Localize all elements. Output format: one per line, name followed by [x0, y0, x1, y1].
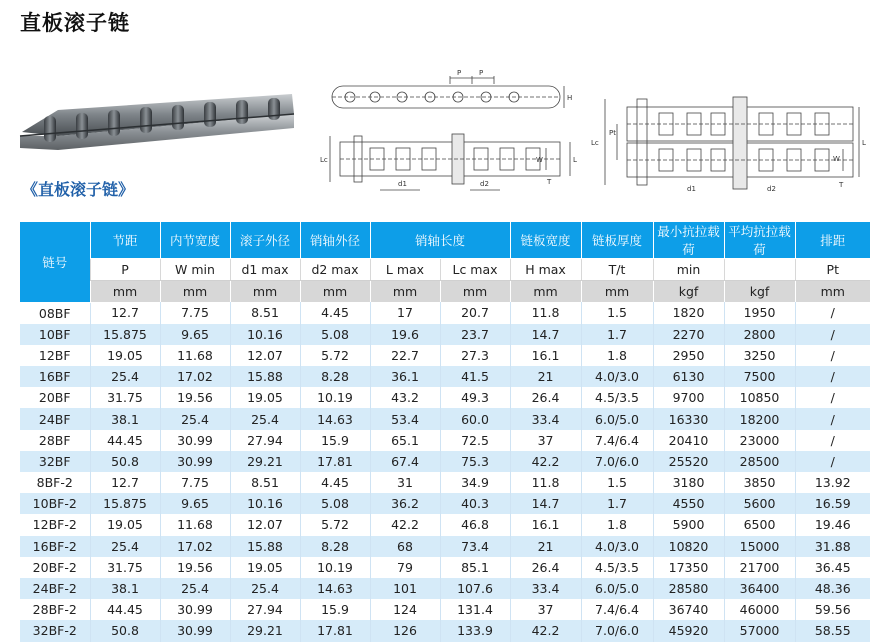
table-cell: 1.7 — [581, 324, 653, 345]
group-header: 销轴长度 — [370, 222, 510, 259]
table-cell: 29.21 — [230, 620, 300, 641]
symbol-cell: H max — [510, 259, 581, 281]
table-cell: / — [795, 345, 870, 366]
table-cell: 36400 — [724, 578, 795, 599]
table-cell: 30.99 — [160, 430, 230, 451]
table-cell: 12.7 — [90, 472, 160, 493]
table-cell: 1.8 — [581, 514, 653, 535]
table-cell: 28580 — [653, 578, 724, 599]
group-header: 链板宽度 — [510, 222, 581, 259]
table-cell: / — [795, 302, 870, 324]
table-row — [20, 408, 870, 429]
table-cell: 41.5 — [440, 366, 510, 387]
table-cell: 19.56 — [160, 387, 230, 408]
simplex-chain-drawing — [320, 70, 582, 198]
table-cell: 28500 — [724, 451, 795, 472]
table-cell: 16.59 — [795, 493, 870, 514]
table-cell: 6.0/5.0 — [581, 408, 653, 429]
table-cell: 12.7 — [90, 302, 160, 324]
table-cell: 43.2 — [370, 387, 440, 408]
table-cell: 79 — [370, 557, 440, 578]
table-cell: 11.8 — [510, 302, 581, 324]
table-cell: 18200 — [724, 408, 795, 429]
table-cell: 9.65 — [160, 324, 230, 345]
group-header: 销轴外径 — [300, 222, 370, 259]
table-cell: 10.19 — [300, 557, 370, 578]
table-cell: 9700 — [653, 387, 724, 408]
table-row — [20, 451, 870, 472]
table-cell: 15.88 — [230, 536, 300, 557]
table-cell: 11.68 — [160, 345, 230, 366]
symbol-cell: L max — [370, 259, 440, 281]
table-cell: 31.75 — [90, 387, 160, 408]
table-cell: 4550 — [653, 493, 724, 514]
table-cell: 5.08 — [300, 324, 370, 345]
chain-no-cell: 10BF-2 — [20, 493, 90, 514]
unit-cell: mm — [795, 281, 870, 303]
table-cell: 37 — [510, 430, 581, 451]
table-cell: / — [795, 451, 870, 472]
group-header: 平均抗拉载荷 — [724, 222, 795, 259]
table-cell: 1.5 — [581, 302, 653, 324]
table-cell: 15.9 — [300, 599, 370, 620]
table-cell: 31 — [370, 472, 440, 493]
symbol-cell: d2 max — [300, 259, 370, 281]
table-cell: 10.16 — [230, 324, 300, 345]
table-cell: 10.16 — [230, 493, 300, 514]
unit-cell: mm — [581, 281, 653, 303]
unit-cell: mm — [370, 281, 440, 303]
table-row — [20, 493, 870, 514]
table-cell: 7.75 — [160, 472, 230, 493]
table-cell: 2270 — [653, 324, 724, 345]
page-title: 直板滚子链 — [20, 11, 130, 35]
table-cell: 3850 — [724, 472, 795, 493]
table-cell: 133.9 — [440, 620, 510, 641]
table-cell: 4.0/3.0 — [581, 536, 653, 557]
table-cell: 1820 — [653, 302, 724, 324]
table-cell: 29.21 — [230, 451, 300, 472]
table-cell: 21 — [510, 536, 581, 557]
table-cell: 10820 — [653, 536, 724, 557]
table-cell: 37 — [510, 599, 581, 620]
table-cell: 8.28 — [300, 366, 370, 387]
table-cell: 12.07 — [230, 514, 300, 535]
table-cell: 85.1 — [440, 557, 510, 578]
chain-no-cell: 8BF-2 — [20, 472, 90, 493]
table-cell: 30.99 — [160, 451, 230, 472]
table-cell: 1950 — [724, 302, 795, 324]
table-cell: 25.4 — [160, 578, 230, 599]
table-cell: 126 — [370, 620, 440, 641]
table-cell: 8.51 — [230, 302, 300, 324]
table-cell: 59.56 — [795, 599, 870, 620]
table-cell: 4.0/3.0 — [581, 366, 653, 387]
table-cell: / — [795, 387, 870, 408]
table-cell: 5600 — [724, 493, 795, 514]
table-cell: 19.05 — [90, 345, 160, 366]
table-cell: 26.4 — [510, 557, 581, 578]
table-cell: 36.2 — [370, 493, 440, 514]
table-cell: 5.72 — [300, 345, 370, 366]
chain-no-cell: 20BF — [20, 387, 90, 408]
table-cell: 25.4 — [230, 408, 300, 429]
group-header: 滚子外径 — [230, 222, 300, 259]
chain-no-cell: 32BF — [20, 451, 90, 472]
table-cell: 4.5/3.5 — [581, 557, 653, 578]
table-cell: 124 — [370, 599, 440, 620]
chain-no-cell: 20BF-2 — [20, 557, 90, 578]
table-cell: 16330 — [653, 408, 724, 429]
group-header: 内节宽度 — [160, 222, 230, 259]
chain-no-header: 链号 — [20, 222, 90, 302]
chain-no-cell: 28BF-2 — [20, 599, 90, 620]
table-cell: 1.8 — [581, 345, 653, 366]
table-cell: 3250 — [724, 345, 795, 366]
table-cell: 27.94 — [230, 430, 300, 451]
table-cell: 14.63 — [300, 408, 370, 429]
table-cell: 17.81 — [300, 620, 370, 641]
table-cell: 19.56 — [160, 557, 230, 578]
table-cell: 7.0/6.0 — [581, 451, 653, 472]
table-cell: 73.4 — [440, 536, 510, 557]
table-cell: 34.9 — [440, 472, 510, 493]
table-cell: 11.68 — [160, 514, 230, 535]
unit-cell: mm — [230, 281, 300, 303]
height-label: H — [567, 94, 573, 102]
unit-cell: mm — [90, 281, 160, 303]
table-cell: 19.05 — [230, 387, 300, 408]
table-cell: 36.1 — [370, 366, 440, 387]
pt-label: Pt — [609, 129, 616, 137]
table-cell: 15.875 — [90, 324, 160, 345]
table-row — [20, 536, 870, 557]
table-cell: 15.875 — [90, 493, 160, 514]
w-label: W — [536, 156, 543, 164]
table-cell: 58.55 — [795, 620, 870, 641]
d2-label-duplex: d2 — [767, 185, 776, 193]
table-row — [20, 366, 870, 387]
table-cell: 2950 — [653, 345, 724, 366]
table-row — [20, 620, 870, 641]
table-cell: 14.7 — [510, 324, 581, 345]
table-cell: 21 — [510, 366, 581, 387]
table-cell: 10.19 — [300, 387, 370, 408]
chain-no-cell: 24BF-2 — [20, 578, 90, 599]
table-cell: 75.3 — [440, 451, 510, 472]
spec-table — [20, 222, 870, 642]
table-row — [20, 387, 870, 408]
t-label-duplex: T — [839, 181, 844, 189]
table-cell: 42.2 — [510, 620, 581, 641]
table-cell: 19.6 — [370, 324, 440, 345]
symbol-row — [20, 259, 870, 281]
table-cell: 65.1 — [370, 430, 440, 451]
table-cell: 14.7 — [510, 493, 581, 514]
chain-no-cell: 16BF-2 — [20, 536, 90, 557]
w-label-duplex: W — [833, 155, 840, 163]
table-cell: 40.3 — [440, 493, 510, 514]
table-row — [20, 514, 870, 535]
table-cell: 27.94 — [230, 599, 300, 620]
table-cell: 25.4 — [90, 536, 160, 557]
table-cell: 6130 — [653, 366, 724, 387]
table-cell: 19.05 — [90, 514, 160, 535]
table-cell: 19.05 — [230, 557, 300, 578]
table-cell: 23.7 — [440, 324, 510, 345]
table-cell: 7.4/6.4 — [581, 599, 653, 620]
pitch-label-2: P — [479, 70, 484, 77]
table-cell: 1.5 — [581, 472, 653, 493]
table-row — [20, 324, 870, 345]
table-cell: 25.4 — [230, 578, 300, 599]
table-cell: / — [795, 366, 870, 387]
table-cell: 36.45 — [795, 557, 870, 578]
table-cell: 7500 — [724, 366, 795, 387]
symbol-cell: P — [90, 259, 160, 281]
table-cell: 20.7 — [440, 302, 510, 324]
table-cell: 9.65 — [160, 493, 230, 514]
chain-no-cell: 08BF — [20, 302, 90, 324]
lc-label: Lc — [320, 156, 328, 164]
d1-label-duplex: d1 — [687, 185, 696, 193]
table-cell: 46.8 — [440, 514, 510, 535]
table-cell: 20410 — [653, 430, 724, 451]
table-row — [20, 302, 870, 324]
chain-photo — [18, 92, 296, 154]
group-header: 链板厚度 — [581, 222, 653, 259]
table-cell: 17.02 — [160, 366, 230, 387]
table-cell: 5900 — [653, 514, 724, 535]
symbol-cell — [724, 259, 795, 281]
table-row — [20, 345, 870, 366]
table-cell: 15000 — [724, 536, 795, 557]
table-cell: 17 — [370, 302, 440, 324]
duplex-chain-drawing — [587, 95, 870, 198]
table-cell: 53.4 — [370, 408, 440, 429]
table-cell: 8.28 — [300, 536, 370, 557]
table-cell: 17.81 — [300, 451, 370, 472]
table-cell: 4.45 — [300, 302, 370, 324]
table-cell: 33.4 — [510, 408, 581, 429]
table-cell: 45920 — [653, 620, 724, 641]
table-cell: 30.99 — [160, 599, 230, 620]
unit-cell: kgf — [653, 281, 724, 303]
pitch-label-1: P — [457, 70, 462, 77]
unit-cell: mm — [300, 281, 370, 303]
table-cell: 31.88 — [795, 536, 870, 557]
table-cell: 7.75 — [160, 302, 230, 324]
symbol-cell: W min — [160, 259, 230, 281]
l-label-duplex: L — [862, 139, 866, 147]
group-header: 最小抗拉载荷 — [653, 222, 724, 259]
spec-table-body — [20, 302, 870, 642]
group-header: 排距 — [795, 222, 870, 259]
table-cell: 1.7 — [581, 493, 653, 514]
table-cell: 15.9 — [300, 430, 370, 451]
table-cell: 60.0 — [440, 408, 510, 429]
symbol-cell: min — [653, 259, 724, 281]
table-cell: 6500 — [724, 514, 795, 535]
table-cell: 7.4/6.4 — [581, 430, 653, 451]
table-cell: 13.92 — [795, 472, 870, 493]
group-header: 节距 — [90, 222, 160, 259]
table-row — [20, 578, 870, 599]
table-cell: 68 — [370, 536, 440, 557]
chain-no-cell: 10BF — [20, 324, 90, 345]
table-cell: 6.0/5.0 — [581, 578, 653, 599]
lc-label-duplex: Lc — [591, 139, 599, 147]
table-cell: 44.45 — [90, 599, 160, 620]
table-cell: 3180 — [653, 472, 724, 493]
table-cell: 131.4 — [440, 599, 510, 620]
symbol-cell: Pt — [795, 259, 870, 281]
symbol-cell: d1 max — [230, 259, 300, 281]
table-cell: 42.2 — [510, 451, 581, 472]
table-cell: 48.36 — [795, 578, 870, 599]
table-cell: 26.4 — [510, 387, 581, 408]
table-cell: 17350 — [653, 557, 724, 578]
table-cell: 4.45 — [300, 472, 370, 493]
table-cell: 25.4 — [90, 366, 160, 387]
table-cell: 14.63 — [300, 578, 370, 599]
chain-no-cell: 12BF — [20, 345, 90, 366]
table-cell: / — [795, 408, 870, 429]
table-cell: 2800 — [724, 324, 795, 345]
table-cell: 38.1 — [90, 408, 160, 429]
table-cell: 107.6 — [440, 578, 510, 599]
table-cell: 21700 — [724, 557, 795, 578]
table-cell: 25520 — [653, 451, 724, 472]
table-cell: 33.4 — [510, 578, 581, 599]
table-cell: 4.5/3.5 — [581, 387, 653, 408]
table-cell: 12.07 — [230, 345, 300, 366]
table-cell: 5.72 — [300, 514, 370, 535]
unit-cell: mm — [440, 281, 510, 303]
table-row — [20, 557, 870, 578]
table-cell: 23000 — [724, 430, 795, 451]
chain-no-cell: 28BF — [20, 430, 90, 451]
table-cell: 36740 — [653, 599, 724, 620]
table-cell: 50.8 — [90, 620, 160, 641]
unit-cell: kgf — [724, 281, 795, 303]
l-label: L — [573, 156, 577, 164]
table-cell: 10850 — [724, 387, 795, 408]
table-cell: 15.88 — [230, 366, 300, 387]
unit-cell: mm — [510, 281, 581, 303]
table-cell: 11.8 — [510, 472, 581, 493]
table-cell: 44.45 — [90, 430, 160, 451]
chain-no-cell: 12BF-2 — [20, 514, 90, 535]
symbol-cell: Lc max — [440, 259, 510, 281]
table-cell: 30.99 — [160, 620, 230, 641]
table-row — [20, 430, 870, 451]
table-cell: 7.0/6.0 — [581, 620, 653, 641]
section-title: 《直板滚子链》 — [22, 180, 135, 199]
table-cell: 49.3 — [440, 387, 510, 408]
table-cell: 8.51 — [230, 472, 300, 493]
unit-cell: mm — [160, 281, 230, 303]
table-cell: 101 — [370, 578, 440, 599]
d2-label: d2 — [480, 180, 489, 188]
table-cell: 42.2 — [370, 514, 440, 535]
table-cell: 50.8 — [90, 451, 160, 472]
table-cell: 19.46 — [795, 514, 870, 535]
table-cell: 27.3 — [440, 345, 510, 366]
unit-row — [20, 281, 870, 303]
table-cell: 72.5 — [440, 430, 510, 451]
table-cell: 25.4 — [160, 408, 230, 429]
t-label: T — [547, 178, 552, 186]
table-cell: 16.1 — [510, 514, 581, 535]
table-cell: 57000 — [724, 620, 795, 641]
table-row — [20, 599, 870, 620]
d1-label: d1 — [398, 180, 407, 188]
chain-no-cell: 16BF — [20, 366, 90, 387]
symbol-cell: T/t — [581, 259, 653, 281]
chain-no-cell: 24BF — [20, 408, 90, 429]
table-cell: 46000 — [724, 599, 795, 620]
chain-no-cell: 32BF-2 — [20, 620, 90, 641]
table-cell: 67.4 — [370, 451, 440, 472]
table-cell: 5.08 — [300, 493, 370, 514]
group-header-row — [20, 222, 870, 259]
table-cell: 17.02 — [160, 536, 230, 557]
table-cell: 16.1 — [510, 345, 581, 366]
table-cell: / — [795, 324, 870, 345]
table-cell: 22.7 — [370, 345, 440, 366]
table-cell: 38.1 — [90, 578, 160, 599]
table-cell: / — [795, 430, 870, 451]
table-row — [20, 472, 870, 493]
table-cell: 31.75 — [90, 557, 160, 578]
